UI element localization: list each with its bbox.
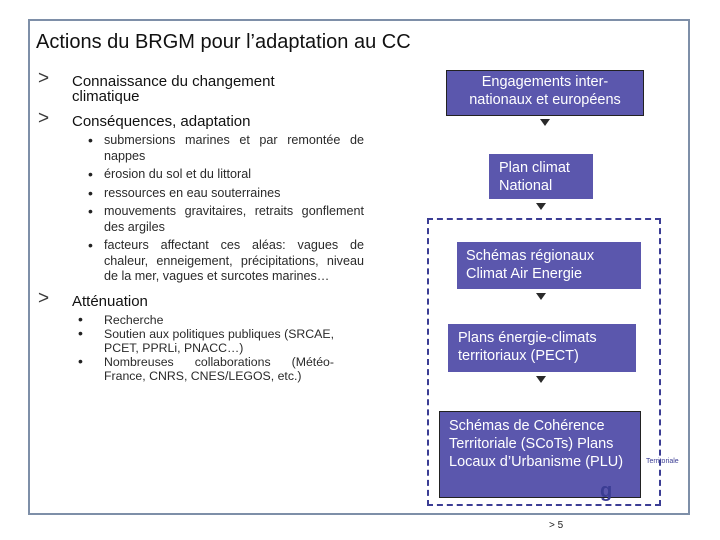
page-number: > 5	[549, 520, 564, 531]
consequence-item: • submersions marines et par remontée de nappes	[88, 132, 364, 163]
bullet-dot-icon: •	[78, 324, 83, 341]
partner-logo: Territoriale	[646, 458, 679, 465]
flow-arrow-icon	[536, 203, 546, 210]
bullet-consequences: > Conséquences, adaptation	[38, 108, 251, 130]
consequence-item: • ressources en eau souterraines	[88, 184, 281, 201]
flow-arrow-icon	[540, 119, 550, 126]
consequence-item: • mouvements gravitaires, retraits gonflement des argiles	[88, 203, 364, 234]
flow-arrow-icon	[536, 293, 546, 300]
flow-arrow-icon	[536, 376, 546, 383]
chevron-marker-icon: >	[38, 287, 50, 309]
attenuation-item: • Nombreuses collaborations (Météo-France, CNRS, CNES/LEGOS, etc.)	[78, 352, 334, 383]
flow-box-engagements: Engagements inter-nationaux et européens	[446, 70, 644, 116]
bullet-dot-icon: •	[88, 166, 93, 182]
bullet-connaissance: > Connaissance du changement climatique	[38, 68, 275, 105]
bullet-dot-icon: •	[88, 132, 93, 148]
logo-fragment: g	[600, 480, 613, 502]
bullet-dot-icon: •	[88, 184, 93, 201]
flow-box-scot-plu: Schémas de Cohérence Territoriale (SCoTs) Plans Locaux d’Urbanisme (PLU)	[439, 411, 641, 498]
chevron-marker-icon: >	[38, 68, 50, 89]
bullet-dot-icon: •	[88, 237, 93, 253]
flow-box-schemas-regionaux: Schémas régionaux Climat Air Energie	[457, 242, 641, 289]
bullet-dot-icon: •	[78, 352, 83, 369]
bullet-dot-icon: •	[88, 203, 93, 219]
chevron-marker-icon: >	[38, 108, 50, 129]
consequence-item: • facteurs affectant ces aléas: vagues de chaleur, enneigement, précipitations, niveau de la mer, vagues et surcotes marines…	[88, 237, 364, 283]
slide-title: Actions du BRGM pour l’adaptation au CC	[36, 31, 411, 53]
flow-box-pect: Plans énergie-climats territoriaux (PECT)	[448, 324, 636, 372]
flow-box-plan-climat: Plan climat National	[489, 154, 593, 199]
attenuation-item: • Recherche	[78, 310, 164, 327]
bullet-dot-icon: •	[78, 310, 83, 327]
consequence-item: • érosion du sol et du littoral	[88, 166, 252, 182]
attenuation-item: • Soutien aux politiques publiques (SRCAE, PCET, PPRLi, PNACC…)	[78, 324, 334, 355]
left-bullet-list	[38, 68, 364, 383]
bullet-attenuation: > Atténuation	[38, 287, 148, 310]
